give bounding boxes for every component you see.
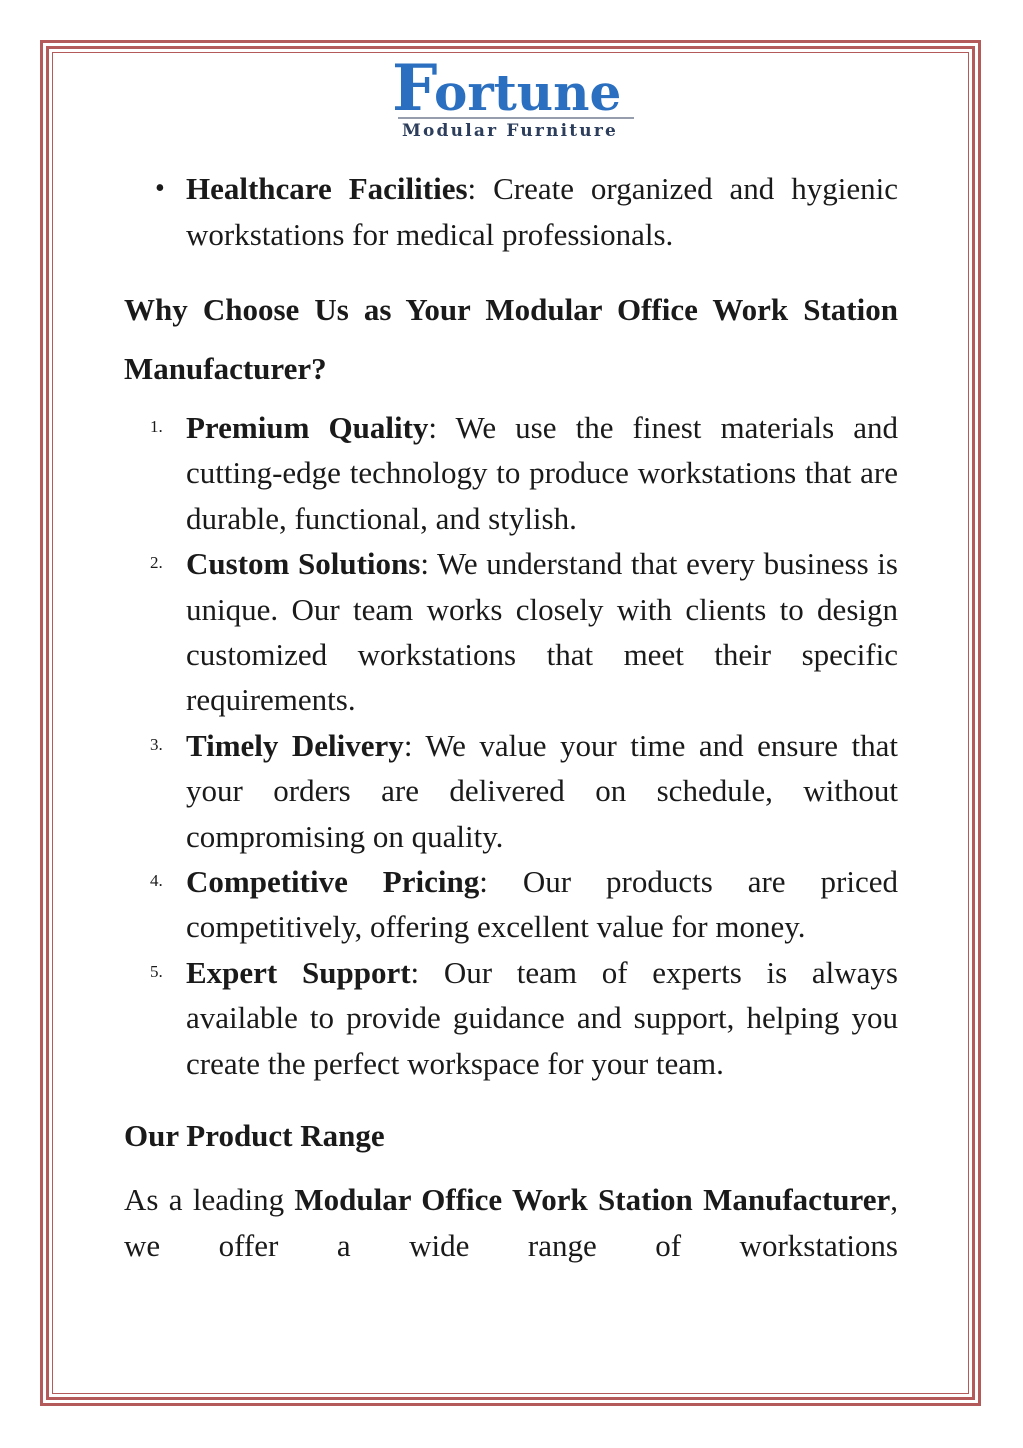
intro-text-before: As a leading <box>124 1182 295 1217</box>
product-range-heading: Our Product Range <box>124 1118 385 1153</box>
list-item-text: : We value your time and ensure that your orders are delivered on schedule, without compromising on quality. <box>186 727 898 854</box>
list-item-text: : Our products are priced competitively, offering excellent value for money. <box>186 864 898 945</box>
list-number: 3. <box>150 734 163 754</box>
fortune-logo <box>390 58 640 144</box>
logo-first-letter: F <box>392 58 438 126</box>
intro-bold-phrase: Modular Office Work Station Manufacturer <box>294 1182 891 1217</box>
logo-word: ortune <box>434 63 622 122</box>
list-item-text: : We understand that every business is unique. Our team works closely with clients to design customized workstations that meet their specific requirements. <box>186 546 898 718</box>
list-number: 4. <box>150 871 163 891</box>
bullet-description: : Create organized and hygienic workstations for medical professionals. <box>186 171 898 252</box>
list-item <box>150 950 898 1086</box>
list-item <box>150 723 898 859</box>
list-item-text: : We use the finest materials and cutting-edge technology to produce workstations that are durable, functional, and stylish. <box>186 410 898 536</box>
reasons-list <box>150 405 898 1086</box>
logo-tagline: Modular Furniture <box>402 121 619 141</box>
list-number: 5. <box>150 961 163 981</box>
list-item-term: Timely Delivery <box>186 727 404 763</box>
list-item-term: Competitive Pricing <box>186 864 480 900</box>
list-item <box>150 541 898 723</box>
list-number: 1. <box>150 417 163 436</box>
bullet-dot: • <box>155 173 165 204</box>
bullet-text <box>186 166 898 258</box>
bullet-term: Healthcare Facilities <box>186 171 468 206</box>
why-choose-us-heading: Why Choose Us as Your Modular Office Work Station Manufacturer? <box>124 292 898 386</box>
list-item-term: Expert Support <box>186 954 411 990</box>
list-number: 2. <box>150 553 163 573</box>
product-range-intro <box>124 1177 898 1269</box>
list-item <box>150 859 898 950</box>
list-item <box>150 405 898 541</box>
list-item-text: : Our team of experts is always available to provide guidance and support, helping you create the perfect workspace for your team. <box>186 954 898 1081</box>
list-item-term: Custom Solutions <box>186 546 421 582</box>
intro-text-after: , we offer a wide range of workstations <box>124 1182 898 1263</box>
list-item-term: Premium Quality <box>186 410 429 445</box>
